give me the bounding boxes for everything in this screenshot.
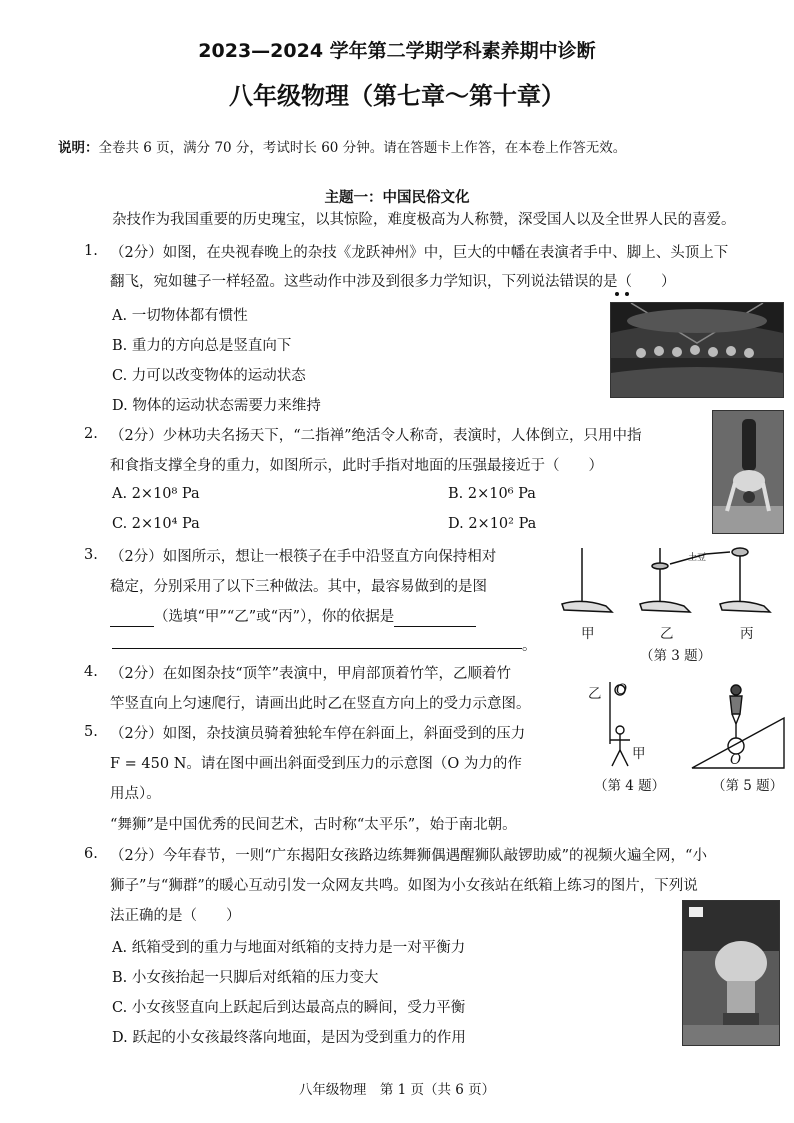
q3-line2: 稳定，分别采用了以下三种做法。其中，最容易做到的是图 bbox=[110, 579, 487, 595]
emphasis-dot bbox=[625, 292, 629, 296]
lion-dance-girl-photo bbox=[683, 901, 779, 1045]
q1-line2: 翻飞，宛如毽子一样轻盈。这些动作中涉及到很多力学知识，下列说法错误的是（ ） bbox=[110, 274, 676, 290]
finger-handstand-photo bbox=[713, 411, 783, 533]
q1-line1: （2分）如图，在央视春晚上的杂技《龙跃神州》中，巨大的中幡在表演者手中、脚上、头顶上下 bbox=[110, 245, 729, 261]
q6-option-c: C. 小女孩竖直向上跃起后到达最高点的瞬间，受力平衡 bbox=[112, 1000, 466, 1016]
q3-blank-3[interactable] bbox=[112, 648, 522, 649]
lion-intro: “舞狮”是中国优秀的民间艺术，古时称“太平乐”，始于南北朝。 bbox=[110, 817, 517, 833]
q5-line3: 用点）。 bbox=[110, 786, 161, 802]
q2-option-b: B. 2×10⁶ Pa bbox=[448, 486, 536, 502]
q1-option-b: B. 重力的方向总是竖直向下 bbox=[112, 338, 292, 354]
q1-option-d: D. 物体的运动状态需要力来维持 bbox=[112, 398, 321, 414]
q1-number: 1. bbox=[84, 243, 98, 259]
q5-number: 5. bbox=[84, 724, 98, 740]
q4-caption: （第 4 题） bbox=[594, 778, 666, 794]
q3-label-yi: 乙 bbox=[660, 626, 674, 642]
q4-label-o: O bbox=[616, 682, 628, 698]
q5-line2: F = 450 N。请在图中画出斜面受到压力的示意图（O 为力的作 bbox=[110, 756, 522, 772]
q6-line2: 狮子”与“狮群”的暖心互动引发一众网友共鸣。如图为小女孩站在纸箱上练习的图片，下列说 bbox=[110, 878, 698, 894]
q6-option-d: D. 跃起的小女孩最终落向地面，是因为受到重力的作用 bbox=[112, 1030, 466, 1046]
q5-caption: （第 5 题） bbox=[712, 778, 784, 794]
q6-line1: （2分）今年春节，一则“广东揭阳女孩路边练舞狮偶遇醒狮队敲锣助威”的视频火遍全网，“小 bbox=[110, 848, 707, 864]
acrobat-stage-photo bbox=[611, 303, 783, 397]
page-footer: 八年级物理 第 1 页（共 6 页） bbox=[298, 1082, 496, 1098]
q1-option-a: A. 一切物体都有惯性 bbox=[112, 308, 248, 324]
q5-line1: （2分）如图，杂技演员骑着独轮车停在斜面上，斜面受到的压力 bbox=[110, 726, 526, 742]
q3-line3-text: （选填“甲”“乙”或“丙”），你的依据是 bbox=[154, 609, 395, 625]
q6-photo bbox=[682, 900, 780, 1046]
q3-period: 。 bbox=[522, 638, 537, 654]
theme-title: 主题一：中国民俗文化 bbox=[324, 190, 470, 206]
q2-number: 2. bbox=[84, 426, 98, 442]
q6-number: 6. bbox=[84, 846, 98, 862]
q2-line1: （2分）少林功夫名扬天下，“二指禅”绝活令人称奇，表演时，人体倒立，只用中指 bbox=[110, 428, 642, 444]
q4-line2: 竿竖直向上匀速爬行，请画出此时乙在竖直方向上的受力示意图。 bbox=[110, 696, 531, 712]
q4-number: 4. bbox=[84, 664, 98, 680]
q3-number: 3. bbox=[84, 547, 98, 563]
q6-line3: 法正确的是（ ） bbox=[110, 908, 241, 924]
potato-label: 土豆 bbox=[688, 553, 707, 563]
exam-subtitle: 八年级物理（第七章～第十章） bbox=[229, 81, 565, 110]
q4-line1: （2分）在如图杂技“顶竿”表演中，甲肩部顶着竹竿，乙顺着竹 bbox=[110, 666, 512, 682]
exam-title: 2023—2024 学年第二学期学科素养期中诊断 bbox=[198, 40, 596, 62]
q2-option-c: C. 2×10⁴ Pa bbox=[112, 516, 200, 532]
q5-label-o: O bbox=[730, 752, 742, 768]
q3-line1: （2分）如图所示，想让一根筷子在手中沿竖直方向保持相对 bbox=[110, 549, 497, 565]
q3-line3 bbox=[110, 607, 476, 627]
theme-intro: 杂技作为我国重要的历史瑰宝，以其惊险，难度极高为人称赞，深受国人以及全世界人民的喜爱。 bbox=[112, 212, 736, 228]
emphasis-dot bbox=[615, 292, 619, 296]
exam-note bbox=[58, 136, 626, 156]
q6-option-a: A. 纸箱受到的重力与地面对纸箱的支持力是一对平衡力 bbox=[112, 940, 466, 956]
q3-label-bing: 丙 bbox=[740, 626, 754, 642]
q1-option-c: C. 力可以改变物体的运动状态 bbox=[112, 368, 306, 384]
q4-label-yi: 乙 bbox=[588, 686, 602, 702]
q1-photo bbox=[610, 302, 784, 398]
q3-blank-1[interactable] bbox=[110, 612, 154, 627]
q2-photo bbox=[712, 410, 784, 534]
q6-option-b: B. 小女孩抬起一只脚后对纸箱的压力变大 bbox=[112, 970, 379, 986]
note-label: 说明： bbox=[58, 140, 99, 156]
q4-label-jia: 甲 bbox=[632, 746, 646, 762]
q3-caption: （第 3 题） bbox=[640, 648, 712, 664]
note-text: 全卷共 6 页，满分 70 分，考试时长 60 分钟。请在答题卡上作答，在本卷上作答无效。 bbox=[98, 140, 627, 156]
q3-label-jia: 甲 bbox=[581, 626, 595, 642]
q2-option-d: D. 2×10² Pa bbox=[448, 516, 537, 532]
q2-line2: 和食指支撑全身的重力，如图所示，此时手指对地面的压强最接近于（ ） bbox=[110, 458, 603, 474]
q2-option-a: A. 2×10⁸ Pa bbox=[112, 486, 200, 502]
q3-blank-2[interactable] bbox=[394, 612, 476, 627]
